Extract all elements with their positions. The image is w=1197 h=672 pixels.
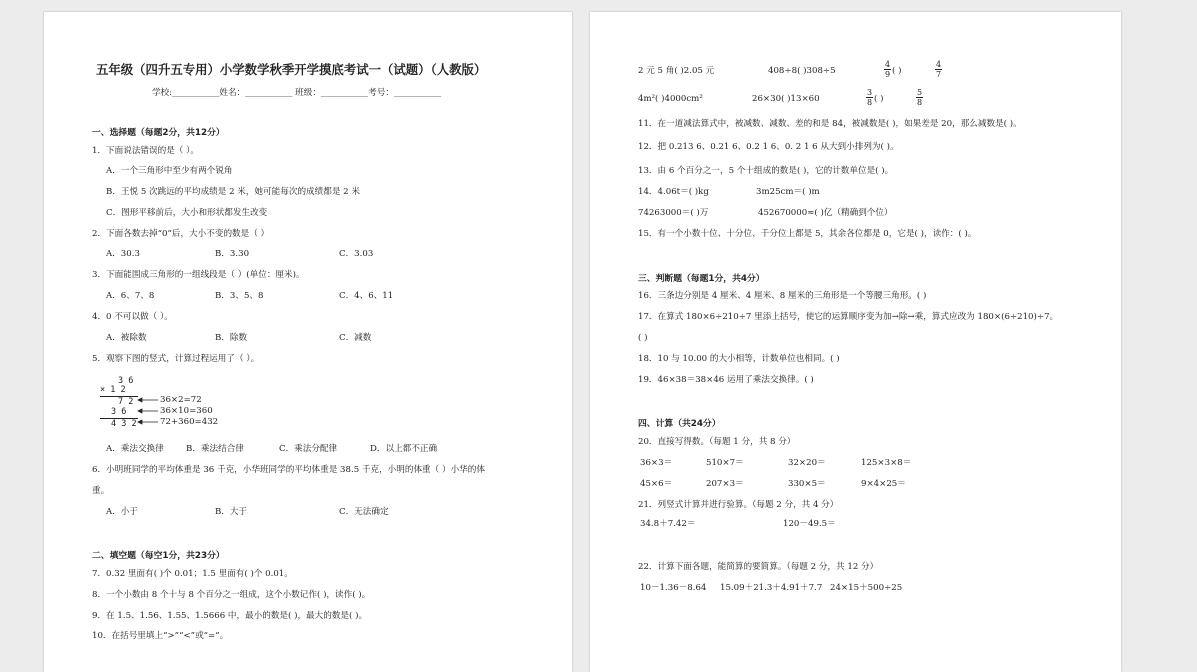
section-heading-fill: 二、填空题（每空1分，共23分） (92, 551, 225, 561)
compare-1d: ( ) (892, 66, 902, 76)
option-2c: C．3.03 (339, 249, 374, 259)
question-21: 21．列竖式计算并进行验算。（每题 2 分，共 4 分） (638, 500, 839, 510)
fraction-denominator: 8 (866, 98, 873, 107)
vertical-row-36b: 3 6 (111, 407, 127, 417)
exam-title: 五年级（四升五专用）小学数学秋季开学摸底考试一（试题）（人教版） (96, 62, 487, 77)
option-3b: B．3、5、8 (215, 291, 264, 301)
calc-item: 9×4×25＝ (861, 479, 906, 489)
question-10: 10．在括号里填上“>”“<”或“=”。 (92, 631, 229, 641)
question-12: 12．把 0.213 6、0.21 6、0.2 1 6、0. 2 1 6 从大到小排列为( )。 (638, 142, 899, 152)
question-3: 3．下面能围成三角形的一组线段是（ ）(单位：厘米)。 (92, 270, 305, 280)
compare-1a: 2 元 5 角( )2.05 元 (638, 66, 715, 76)
question-14b: 3m25cm＝( )m (756, 187, 820, 197)
compare-1b: 408÷8( )308÷5 (768, 66, 836, 76)
question-11: 11．在一道减法算式中，被减数、减数、差的和是 84，被减数是( )，如果差是 20，那么减数是( )。 (638, 119, 1022, 129)
fraction-3-8 (866, 88, 873, 107)
vertical-row-36: 3 6 (118, 376, 134, 386)
calc-item: 36×3＝ (640, 458, 673, 468)
option-1b: B．王悦 5 次跳远的平均成绩是 2 米，她可能每次的成绩都是 2 米 (106, 187, 360, 197)
calc-item: 207×3＝ (706, 479, 744, 489)
simplify-calc-c: 24×15＋500÷25 (830, 583, 903, 593)
question-5: 5．观察下图的竖式，计算过程运用了（ ）。 (92, 354, 260, 364)
question-17: 17．在算式 180×6÷210÷7 里添上括号，使它的运算顺序变为加→除→乘，算式应改为 180×(6÷210)÷7。 (638, 312, 1059, 322)
question-7: 7．0.32 里面有( )个 0.01；1.5 里面有( )个 0.01。 (92, 569, 293, 579)
option-6b: B．大于 (215, 507, 248, 517)
compare-2b: 26×30( )13×60 (752, 94, 820, 104)
vertical-note-1: 36×2=72 (160, 395, 202, 405)
question-19: 19．46×38＝38×46 运用了乘法交换律。( ) (638, 375, 814, 385)
simplify-calc-b: 15.09＋21.3＋4.91＋7.7 (720, 583, 823, 593)
fraction-denominator: 9 (884, 70, 891, 79)
option-5c: C．乘法分配律 (279, 444, 338, 454)
compare-2d: ( ) (874, 94, 884, 104)
option-6c: C．无法确定 (339, 507, 389, 517)
option-6a: A．小于 (106, 507, 138, 517)
fraction-5-8 (916, 88, 923, 107)
calc-item: 510×7＝ (706, 458, 744, 468)
question-1: 1．下面说法错误的是（ ）。 (92, 146, 200, 156)
calc-item: 32×20＝ (788, 458, 826, 468)
question-2: 2．下面各数去掉“0”后，大小不变的数是（ ） (92, 229, 270, 239)
vertical-note-2: 36×10=360 (160, 406, 213, 416)
simplify-calc-a: 10－1.36－8.64 (640, 583, 707, 593)
question-13: 13．由 6 个百分之一，5 个十组成的数是( )，它的计数单位是( )。 (638, 166, 894, 176)
vertical-calc-b: 120－49.5＝ (783, 519, 836, 529)
vertical-calc-a: 34.8＋7.42＝ (640, 519, 696, 529)
question-17-answer: ( ) (638, 333, 648, 343)
question-8: 8．一个小数由 8 个十与 8 个百分之一组成，这个小数记作( )，读作( )。 (92, 590, 371, 600)
question-14a: 14．4.06t＝( )kg (638, 187, 709, 197)
question-20: 20．直接写得数。（每题 1 分，共 8 分） (638, 437, 796, 447)
option-2a: A．30.3 (106, 249, 140, 259)
fraction-denominator: 8 (916, 98, 923, 107)
question-15: 15．有一个小数十位、十分位、千分位上都是 5，其余各位都是 0，它是( )，读作：( )。 (638, 229, 977, 239)
option-1a: A．一个三角形中至少有两个锐角 (106, 166, 233, 176)
option-3c: C．4、6、11 (339, 291, 394, 301)
vertical-row-432: 4 3 2 (111, 419, 137, 429)
fraction-numerator: 4 (935, 60, 942, 69)
option-4c: C．减数 (339, 333, 372, 343)
question-4: 4．0 不可以做（ ）。 (92, 312, 173, 322)
question-14c: 74263000＝( )万 (638, 208, 709, 218)
fraction-numerator: 3 (866, 88, 873, 97)
option-5a: A．乘法交换律 (106, 444, 164, 454)
option-2b: B．3.30 (215, 249, 250, 259)
calc-item: 45×6＝ (640, 479, 673, 489)
fraction-4-7 (935, 60, 942, 79)
fraction-numerator: 4 (884, 60, 891, 69)
option-3a: A．6、7、8 (106, 291, 155, 301)
section-heading-judge: 三、判断题（每题1分，共4分） (638, 274, 765, 284)
fraction-numerator: 5 (916, 88, 923, 97)
student-info-line: 学校:___________姓名：___________ 班级：___________考号：___________ (152, 88, 442, 98)
option-4b: B．除数 (215, 333, 248, 343)
question-22: 22．计算下面各题，能简算的要简算。（每题 2 分，共 12 分） (638, 562, 879, 572)
option-4a: A．被除数 (106, 333, 147, 343)
option-5b: B．乘法结合律 (186, 444, 244, 454)
calc-item: 330×5＝ (788, 479, 826, 489)
section-heading-choice: 一、选择题（每题2分，共12分） (92, 128, 225, 138)
question-9: 9．在 1.5、1.56、1.55、1.5666 中，最小的数是( )，最大的数是( )。 (92, 611, 368, 621)
option-1c: C．图形平移前后，大小和形状都发生改变 (106, 208, 268, 218)
vertical-row-x12: × 1 2 (100, 385, 126, 395)
question-6: 6．小明班同学的平均体重是 36 千克，小华班同学的平均体重是 38.5 千克，小明的体重（ ）小华的体 (92, 465, 485, 475)
vertical-row-72: 7 2 (118, 397, 134, 407)
option-5d: D．以上都不正确 (370, 444, 438, 454)
question-6-cont: 重。 (92, 486, 110, 496)
fraction-4-9 (884, 60, 891, 79)
fraction-denominator: 7 (935, 70, 942, 79)
calc-item: 125×3×8＝ (861, 458, 912, 468)
document-page-right (590, 12, 1121, 672)
question-18: 18．10 与 10.00 的大小相等，计数单位也相同。( ) (638, 354, 840, 364)
question-14d: 452670000≈( )亿（精确到个位） (758, 208, 893, 218)
document-page-left (44, 12, 572, 672)
compare-2a: 4m²( )4000cm² (638, 94, 703, 104)
section-heading-calc: 四、计算（共24分） (638, 419, 721, 429)
vertical-note-3: 72+360=432 (160, 417, 219, 427)
question-16: 16．三条边分别是 4 厘米、4 厘米、8 厘米的三角形是一个等腰三角形。( ) (638, 291, 927, 301)
